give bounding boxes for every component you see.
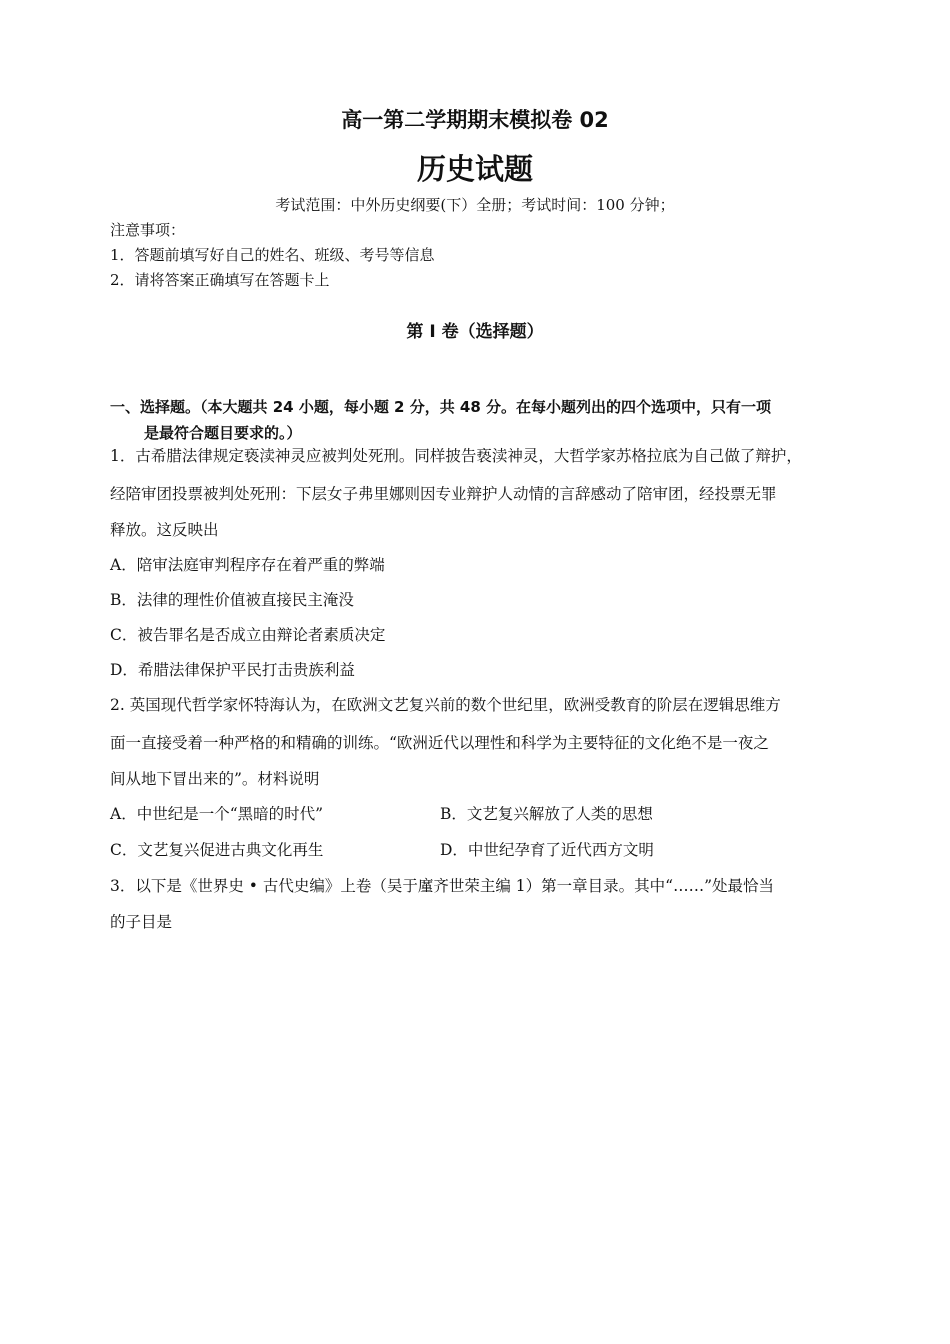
- exam-subject: 历史试题: [416, 152, 533, 186]
- question-2-option-a: A．中世纪是一个“黑暗的时代”: [110, 805, 324, 823]
- question-1-option-b: B．法律的理性价值被直接民主淹没: [110, 591, 354, 609]
- note-item: 2．请将答案正确填写在答题卡上: [110, 271, 330, 289]
- question-2-line: 间从地下冒出来的”。材料说明: [110, 770, 320, 788]
- question-1-option-a: A．陪审法庭审判程序存在着严重的弊端: [110, 556, 385, 574]
- question-3-line: 的子目是: [110, 913, 173, 931]
- question-2-line: 面一直接受着一种严格的和精确的训练。“欧洲近代以理性和科学为主要特征的文化绝不是一夜之: [110, 734, 769, 752]
- question-3-line: 3．以下是《世界史 • 古代史编》上卷（吴于廑齐世荣主编 1）第一章目录。其中“……”处最恰当: [110, 877, 774, 895]
- notes-heading: 注意事项：: [110, 221, 186, 239]
- exam-title: 高一第二学期期末模拟卷 02: [341, 108, 609, 132]
- exam-scope: 考试范围：中外历史纲要(下）全册；考试时间：100 分钟；: [275, 196, 675, 214]
- question-2-line: 2. 英国现代哲学家怀特海认为，在欧洲文艺复兴前的数个世纪里，欧洲受教育的阶层在逻辑思维方: [110, 696, 781, 714]
- note-item: 1．答题前填写好自己的姓名、班级、考号等信息: [110, 246, 435, 264]
- question-1-option-c: C．被告罪名是否成立由辩论者素质决定: [110, 626, 386, 644]
- question-1-line: 1．古希腊法律规定亵渎神灵应被判处死刑。同样披告亵渎神灵，大哲学家苏格拉底为自己做了辩护，: [110, 447, 802, 465]
- instruction-line: 一、选择题。（本大题共 24 小题，每小题 2 分，共 48 分。在每小题列出的四个选项中，只有一项: [110, 398, 772, 416]
- question-1-line: 经陪审团投票被判处死刑：下层女子弗里娜则因专业辩护人动情的言辞感动了陪审团，经投票无罪: [110, 485, 777, 503]
- question-2-option-d: D．中世纪孕育了近代西方文明: [440, 841, 654, 859]
- question-2-option-c: C．文艺复兴促进古典文化再生: [110, 841, 324, 859]
- question-2-option-b: B．文艺复兴解放了人类的思想: [440, 805, 653, 823]
- section-title: 第 I 卷（选择题）: [406, 322, 544, 342]
- question-1-line: 释放。这反映出: [110, 521, 219, 539]
- instruction-line: 是最符合题目要求的。）: [144, 424, 302, 442]
- question-1-option-d: D．希腊法律保护平民打击贵族利益: [110, 661, 355, 679]
- section-instruction: [110, 394, 845, 446]
